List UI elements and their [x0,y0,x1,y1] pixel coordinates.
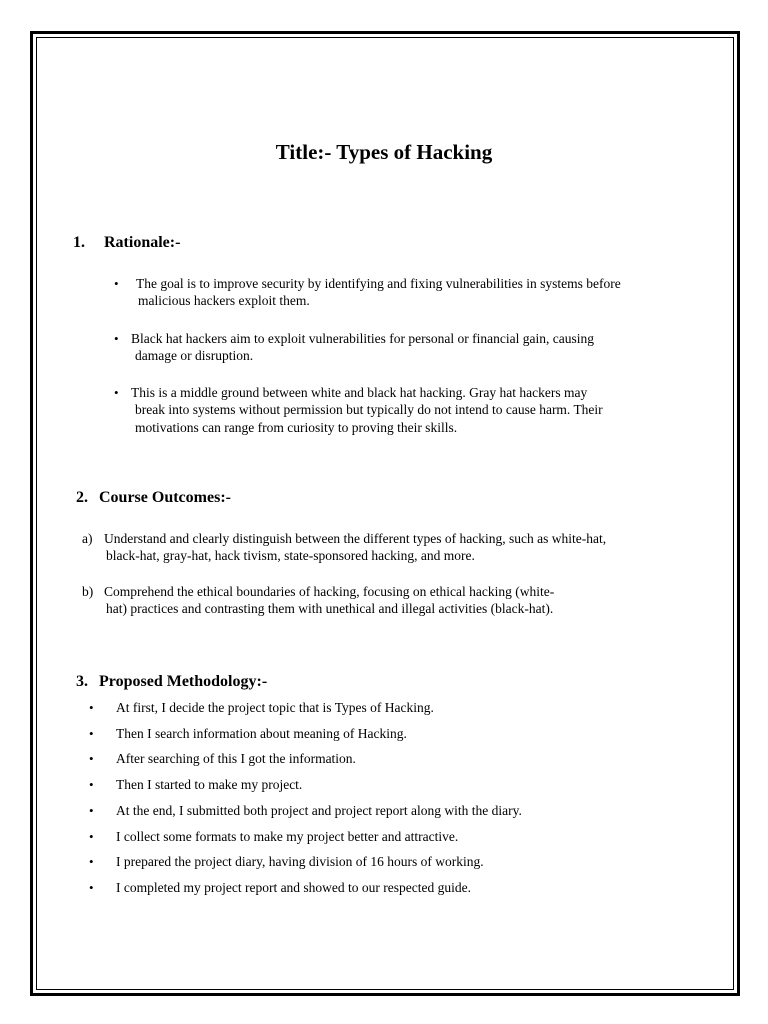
rationale-bullet-3-line-1: This is a middle ground between white and black hat hacking. Gray hat hackers may [131,385,588,400]
rationale-bullet-3-line-2: break into systems without permission but typically do not intend to cause harm. Their [135,402,603,417]
bullet-icon: • [114,385,119,400]
section-2-number: 2. [76,489,88,506]
bullet-icon: • [89,854,94,869]
page-border-inner [36,37,734,990]
section-3-heading: Proposed Methodology:- [99,673,268,690]
bullet-icon: • [89,829,94,844]
outcome-a-line-2: black-hat, gray-hat, hack tivism, state-sponsored hacking, and more. [106,548,475,563]
rationale-bullet-2-line-1: Black hat hackers aim to exploit vulnerabilities for personal or financial gain, causing [131,331,594,346]
section-3-number: 3. [76,673,88,690]
methodology-item: At the end, I submitted both project and project report along with the diary. [116,803,522,818]
methodology-item: I prepared the project diary, having division of 16 hours of working. [116,854,484,869]
rationale-bullet-1-line-1: The goal is to improve security by identifying and fixing vulnerabilities in systems before [136,276,621,291]
outcome-a-line-1: Understand and clearly distinguish between the different types of hacking, such as white-hat, [104,531,607,546]
bullet-icon: • [114,276,119,291]
outcome-b-line-2: hat) practices and contrasting them with unethical and illegal activities (black-hat). [106,601,554,616]
bullet-icon: • [89,777,94,792]
methodology-item: After searching of this I got the information. [116,751,356,766]
methodology-item: I completed my project report and showed to our respected guide. [116,880,472,895]
methodology-item: Then I search information about meaning of Hacking. [116,726,407,741]
outcome-b-marker: b) [82,584,94,599]
bullet-icon: • [89,700,94,715]
bullet-icon: • [89,726,94,741]
outcome-b-line-1: Comprehend the ethical boundaries of hacking, focusing on ethical hacking (white- [104,584,555,599]
section-1-heading: Rationale:- [104,234,181,251]
rationale-bullet-3-line-3: motivations can range from curiosity to proving their skills. [135,420,458,435]
section-1-number: 1. [73,234,85,251]
bullet-icon: • [89,751,94,766]
bullet-icon: • [89,803,94,818]
document-title: Title:- Types of Hacking [275,140,493,164]
methodology-item: At first, I decide the project topic that is Types of Hacking. [116,700,434,715]
bullet-icon: • [114,331,119,346]
methodology-item: I collect some formats to make my project better and attractive. [116,829,459,844]
section-2-heading: Course Outcomes:- [99,489,231,506]
outcome-a-marker: a) [82,531,93,546]
bullet-icon: • [89,880,94,895]
rationale-bullet-2-line-2: damage or disruption. [135,348,254,363]
methodology-item: Then I started to make my project. [116,777,303,792]
rationale-bullet-1-line-2: malicious hackers exploit them. [138,293,310,308]
